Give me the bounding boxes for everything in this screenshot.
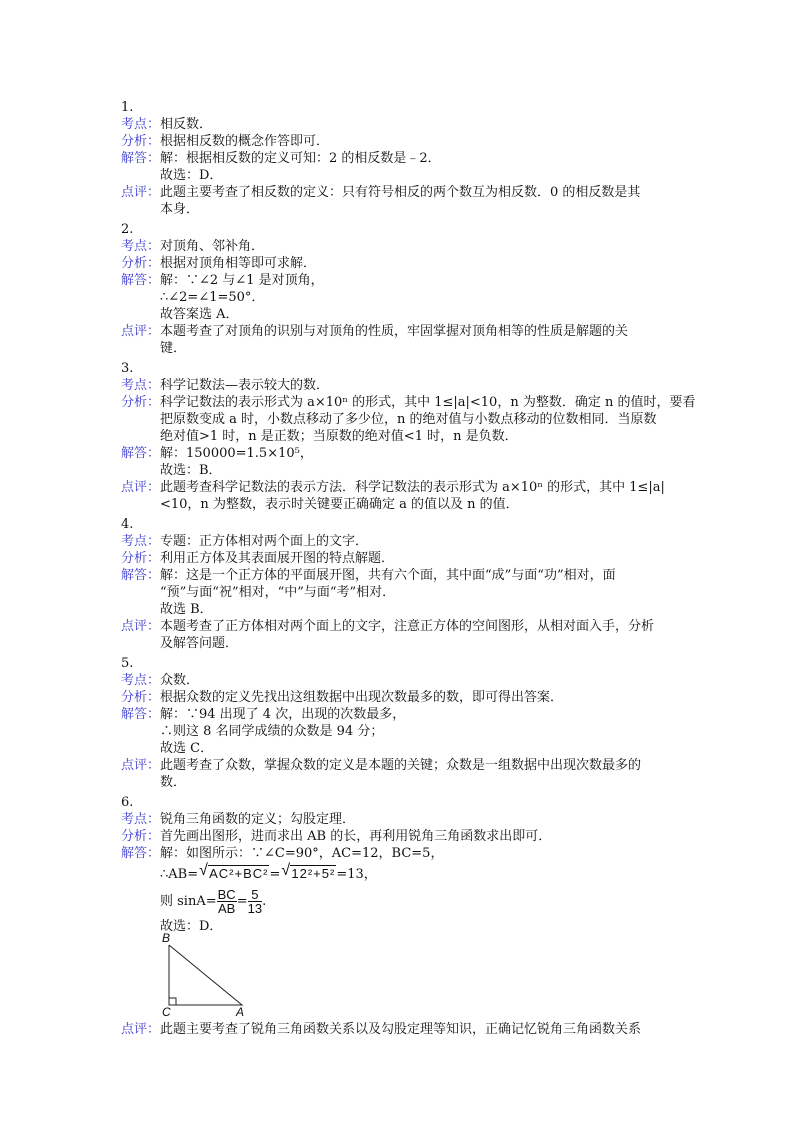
text-line: 及解答问题． [160,636,239,651]
section-label: 分析： [121,134,161,149]
square-root [207,862,269,888]
section-body [160,757,691,791]
text-line: 科学记数法—表示较大的数． [160,378,330,393]
section-body [160,550,691,567]
section-label: 考点： [121,534,161,549]
section-body [160,845,691,1021]
section-body [160,150,691,184]
formula-line [160,888,691,918]
section [121,550,691,567]
vertex-label-b: B [162,931,171,945]
section [121,255,691,272]
text-line: 解：150000=1.5×10⁵， [160,446,313,461]
section-body [160,1021,691,1038]
section-label: 点评： [121,480,161,495]
text-line: 绝对值>1 时，n 是正数；当原数的绝对值<1 时，n 是负数． [160,429,518,444]
section-body [160,567,691,618]
section-body [160,116,691,133]
section [121,377,691,394]
section-body [160,394,695,445]
section-label: 分析： [121,256,161,271]
radicand: √ AC²+BC² [208,865,269,882]
section-label: 点评： [121,185,161,200]
section [121,272,691,323]
section [121,706,691,757]
section-body [160,255,691,272]
radicand: √ 12²+5² [290,865,336,882]
section-label: 分析： [121,551,161,566]
problem-number: 5. [121,656,134,671]
text-line: 故选：B． [160,463,222,478]
text-line: 数． [160,775,187,790]
formula-text: . [262,894,267,909]
formula-text: = [236,894,248,909]
section [121,394,696,445]
section [121,1021,691,1038]
text-line: 此题考查了众数，掌握众数的定义是本题的关键；众数是一组数据中出现次数最多的 [160,758,642,773]
problem-number: 2. [121,222,134,237]
solutions-document [121,99,696,1038]
formula-line [160,862,691,888]
fraction [217,888,237,915]
section [121,689,691,706]
formula-text: ∴AB= [160,867,199,882]
section [121,133,691,150]
section-body [160,445,691,479]
section-body [160,618,691,652]
text-line: 根据相反数的概念作答即可． [160,134,330,149]
section-body [160,272,691,323]
section [121,238,691,255]
section-label: 考点： [121,378,161,393]
text-line: 利用正方体及其表面展开图的特点解题． [160,551,395,566]
section-label: 点评： [121,619,161,634]
section-body [160,811,691,828]
section-label: 解答： [121,846,161,861]
section-label: 分析： [121,690,161,705]
section [121,479,691,513]
text-line: 此题考查科学记数法的表示方法．科学记数法的表示形式为 a×10ⁿ 的形式，其中 1≤|a| [160,480,665,495]
text-line: 专题：正方体相对两个面上的文字． [160,534,369,549]
text-line: 本题考查了正方体相对两个面上的文字，注意正方体的空间图形，从相对面入手，分析 [160,619,655,634]
text-line: 键． [160,341,187,356]
right-triangle-figure [160,931,691,1021]
section-label: 解答： [121,446,161,461]
denominator: 13 [247,901,263,916]
section-label: 分析： [121,829,161,844]
formula-text: =13， [336,867,377,882]
text-line: 此题主要考查了相反数的定义：只有符号相反的两个数互为相反数．0 的相反数是其 [160,185,641,200]
problem-number: 6. [121,795,134,810]
section [121,323,691,357]
text-line: 此题主要考查了锐角三角函数关系以及勾股定理等知识，正确记忆锐角三角函数关系 [160,1022,642,1037]
text-line: 解：∵94 出现了 4 次，出现的次数最多， [160,707,406,722]
section [121,567,691,618]
text-line: 根据对顶角相等即可求解． [160,256,317,271]
triangle-diagram [160,935,270,1021]
section [121,184,691,218]
section [121,672,691,689]
text-line: 锐角三角函数的定义；勾股定理． [160,812,356,827]
text-line: 首先画出图形，进而求出 AB 的长，再利用锐角三角函数求出即可． [160,829,552,844]
section [121,445,691,479]
section-body [160,184,691,218]
vertex-label-c: C [162,1005,171,1019]
section-body [160,238,691,255]
fraction [248,888,262,915]
formula-text: = [269,867,281,882]
section-body [160,133,691,150]
section-label: 考点： [121,673,161,688]
numerator: BC [217,887,236,902]
text-line: 解：这是一个正方体的平面展开图，共有六个面，其中面“成”与面“功”相对，面 [160,568,616,583]
text-line: 科学记数法的表示形式为 a×10ⁿ 的形式，其中 1≤|a|<10，n 为整数．确定 n 的值时，要看 [160,395,696,410]
section [121,533,691,550]
section [121,757,691,791]
text-line: 相反数． [160,117,213,132]
section-label: 点评： [121,1022,161,1037]
section-label: 点评： [121,324,161,339]
text-line: ∴∠2=∠1=50°． [160,290,265,305]
text-line: 故选：D． [160,168,223,183]
section [121,618,691,652]
section-label: 分析： [121,395,161,410]
section [121,116,691,133]
text-line: 解：根据相反数的定义可知：2 的相反数是﹣2． [160,151,441,166]
section [121,811,691,828]
text-line: 对顶角、邻补角． [160,239,265,254]
text-line: 本题考查了对顶角的识别与对顶角的性质，牢固掌握对顶角相等的性质是解题的关 [160,324,629,339]
text-line: “预”与面“祝”相对，“中”与面“考”相对． [160,585,396,600]
text-line: 把原数变成 a 时，小数点移动了多少位，n 的绝对值与小数点移动的位数相同．当原数 [160,412,657,427]
section-label: 点评： [121,758,161,773]
problem-number: 4. [121,517,134,532]
text-line: 本身． [160,202,200,217]
section-label: 解答： [121,707,161,722]
square-root [289,862,336,888]
text-line: 解：如图所示：∵∠C=90°，AC=12，BC=5， [160,846,444,861]
text-line: 故选 B． [160,602,213,617]
text-line: 众数． [160,673,200,688]
section-label: 解答： [121,568,161,583]
text-line: ∴则这 8 名同学成绩的众数是 94 分； [160,724,384,739]
section-label: 考点： [121,117,161,132]
section-label: 解答： [121,273,161,288]
text-line: <10，n 为整数，表示时关键要正确确定 a 的值以及 n 的值． [160,497,519,512]
vertex-label-a: A [236,1005,245,1019]
formula-text: 则 sinA= [160,894,217,909]
section [121,845,691,1021]
section-body [160,828,691,845]
text-line: 故选 C． [160,741,214,756]
section-body [160,323,691,357]
numerator: 5 [248,888,262,902]
section [121,150,691,184]
section-label: 解答： [121,151,161,166]
section-label: 考点： [121,812,161,827]
denominator: AB [217,901,236,916]
text-line: 故答案选 A． [160,307,239,322]
problem-number: 3. [121,361,134,376]
text-line: 解：∵∠2 与∠1 是对顶角， [160,273,324,288]
section-body [160,672,691,689]
section-body [160,533,691,550]
section-body [160,479,691,513]
section [121,828,691,845]
section-body [160,689,691,706]
problem-number: 1. [121,100,134,115]
text-line: 故选：D． [160,919,223,934]
text-line: 根据众数的定义先找出这组数据中出现次数最多的数，即可得出答案． [160,690,564,705]
section-body [160,377,691,394]
section-label: 考点： [121,239,161,254]
section-body [160,706,691,757]
